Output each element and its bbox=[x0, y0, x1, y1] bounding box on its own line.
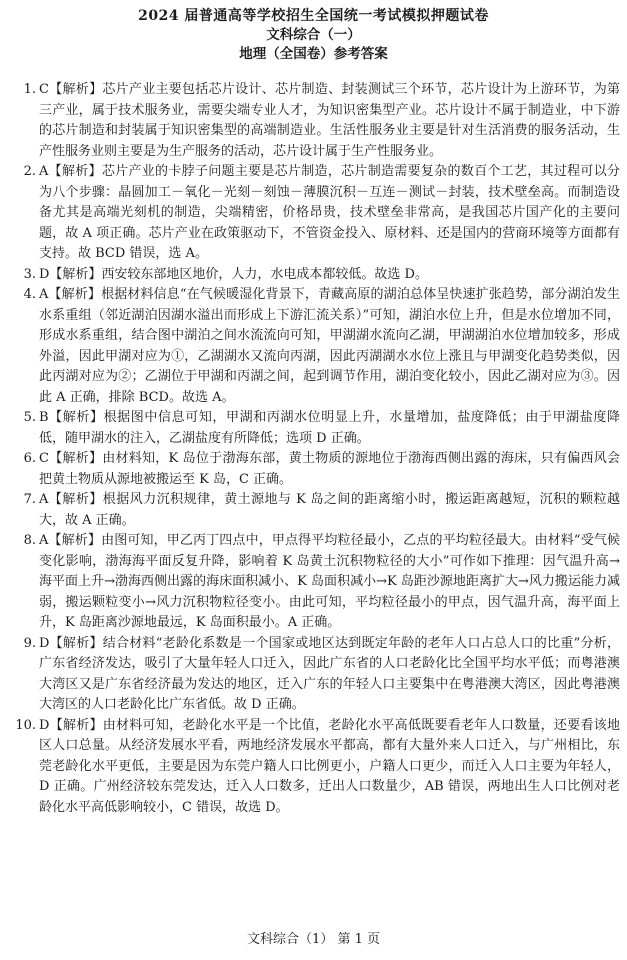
answer-item-10 bbox=[10, 716, 620, 819]
subject-title: 文科综合（一） bbox=[266, 27, 361, 43]
footer-suffix: ） 第 1 页 bbox=[320, 932, 380, 947]
item-text: D【解析】西安较东部地区地价，人力，水电成本都较低。故选 D。 bbox=[39, 266, 428, 282]
answer-item-3 bbox=[10, 265, 620, 286]
answer-item-8 bbox=[10, 531, 620, 634]
answers-title: 地理（全国卷）参考答案 bbox=[239, 46, 388, 62]
answer-item-2 bbox=[10, 162, 620, 265]
item-number: 2. bbox=[23, 164, 36, 179]
item-text: A【解析】根据风力沉积规律，黄土源地与 K 岛之间的距离缩小时，搬运距离越短，沉积的颗粒越大，故 A 正确。 bbox=[39, 492, 620, 528]
item-number: 3. bbox=[23, 266, 36, 282]
item-text: C【解析】芯片产业主要包括芯片设计、芯片制造、封装测试三个环节，芯片设计为上游环节，为第三产业，属于技术服务业，需要尖端专业人才，为知识密集型产业。芯片设计不属于制造业，中下游的芯片制造和封装属于知识密集型的高端制造业。生活性服务业主要是针对生活消费的服务活动，生产性服务业则主要是为生产服务的活动，芯片设计属于生产性服务业。 bbox=[39, 82, 620, 159]
header bbox=[0, 6, 627, 64]
page-footer bbox=[0, 930, 627, 950]
item-number: 8. bbox=[23, 533, 36, 548]
footer-page-index: 1 bbox=[312, 932, 321, 947]
item-number: 7. bbox=[23, 492, 36, 507]
item-number: 6. bbox=[23, 451, 36, 466]
item-text: C【解析】由材料知，K 岛位于渤海东部，黄土物质的源地位于渤海西侧出露的海床，只有偏西风会把黄土物质从源地被搬运至 K 岛，C 正确。 bbox=[39, 451, 620, 487]
answer-item-6 bbox=[10, 449, 620, 490]
answer-item-7 bbox=[10, 490, 620, 531]
item-number: 1. bbox=[23, 82, 36, 97]
item-number: 9. bbox=[23, 635, 36, 651]
answer-item-4 bbox=[10, 285, 620, 408]
item-text: A【解析】由图可知，甲乙丙丁四点中，甲点得平均粒径最小，乙点的平均粒径最大。由材料“受气候变化影响，渤海海平面反复升降，影响着 K 岛黄土沉积物粒径的大小”可作如下推理：因气温升高→海平面上升→渤海西侧出露的海床面积减小、K 岛面积减小→K 岛距沙源地距离扩大→风力搬运能力减弱，搬运颗粒变小→风力沉积物粒径变小。由此可知，平均粒径最小的甲点，因气温升高，海平面上升，K 岛距离沙源地最远，K 岛面积最小。A 正确。 bbox=[39, 533, 620, 630]
item-text: B【解析】根据图中信息可知，甲湖和丙湖水位明显上升，水量增加，盐度降低；由于甲湖盐度降低，随甲湖水的注入，乙湖盐度有所降低；选项 D 正确。 bbox=[39, 410, 620, 446]
item-text: A【解析】根据材料信息“在气候暖湿化背景下，青藏高原的湖泊总体呈快速扩张趋势，部分湖泊发生水系重组（邻近湖泊因湖水溢出而形成上下游汇流关系）”可知，湖泊水位上升，但是水位增加不同，形成水系重组，结合图中湖泊之间水流流向可知，甲湖湖水流向乙湖，甲湖湖泊水位增加较多，形成外溢，因此甲湖对应为①，乙湖湖水又流向丙湖，因此丙湖湖水水位上涨且与甲湖变化趋势类似，因此丙湖对应为②；乙湖位于甲湖和丙湖之间，起到调节作用，湖泊变化较小，因此乙湖对应为③。因此 A 正确，排除 BCD。故选 A。 bbox=[39, 287, 620, 405]
item-text: D【解析】由材料可知，老龄化水平是一个比值，老龄化水平高低既要看老年人口数量，还要看该地区人口总量。从经济发展水平看，两地经济发展水平都高，都有大量外来人口迁入，与广州相比，东莞老龄化水平更低，主要是因为东莞户籍人口比例更小，户籍人口更少，而迁入人口主要为年轻人，D 正确。广州经济较东莞发达，迁入人口数多，迁出人口数量少，AB 错误，两地出生人口比例对老龄化水平高低影响较小，C 错误，故选 D。 bbox=[39, 717, 620, 815]
footer-prefix: 文科综合（ bbox=[247, 932, 313, 947]
item-number: 4. bbox=[23, 287, 36, 302]
item-number: 10. bbox=[15, 717, 36, 733]
answer-list bbox=[10, 80, 620, 818]
answer-item-1 bbox=[10, 80, 620, 162]
item-number: 5. bbox=[23, 410, 36, 425]
answer-item-9 bbox=[10, 634, 620, 716]
answer-item-5 bbox=[10, 408, 620, 449]
exam-title: 2024 届普通高等学校招生全国统一考试模拟押题试卷 bbox=[138, 8, 489, 24]
item-text: A【解析】芯片产业的卡脖子问题主要是芯片制造，芯片制造需要复杂的数百个工艺，其过程可以分为八个步骤：晶圆加工－氧化－光刻－刻蚀－薄膜沉积－互连－测试－封装，技术壁垒高。而制造设备尤其是高端光刻机的制造，尖端精密，价格昂贵，技术壁垒非常高，是我国芯片国产化的主要问题，故 A 项正确。芯片产业在政策驱动下，不管资金投入、原材料、还是国内的营商环境等方面都有支持。故 BCD 错误，选 A。 bbox=[39, 164, 620, 261]
item-text: D【解析】结合材料“老龄化系数是一个国家或地区达到既定年龄的老年人口占总人口的比重”分析，广东省经济发达，吸引了大量年轻人口迁入，因此广东省的人口老龄化比全国平均水平低；而粤港澳大湾区又是广东省经济最为发达的地区，迁入广东的年轻人口主要集中在粤港澳大湾区，因此粤港澳大湾区的人口老龄化比广东省低。故 D 正确。 bbox=[39, 635, 620, 712]
